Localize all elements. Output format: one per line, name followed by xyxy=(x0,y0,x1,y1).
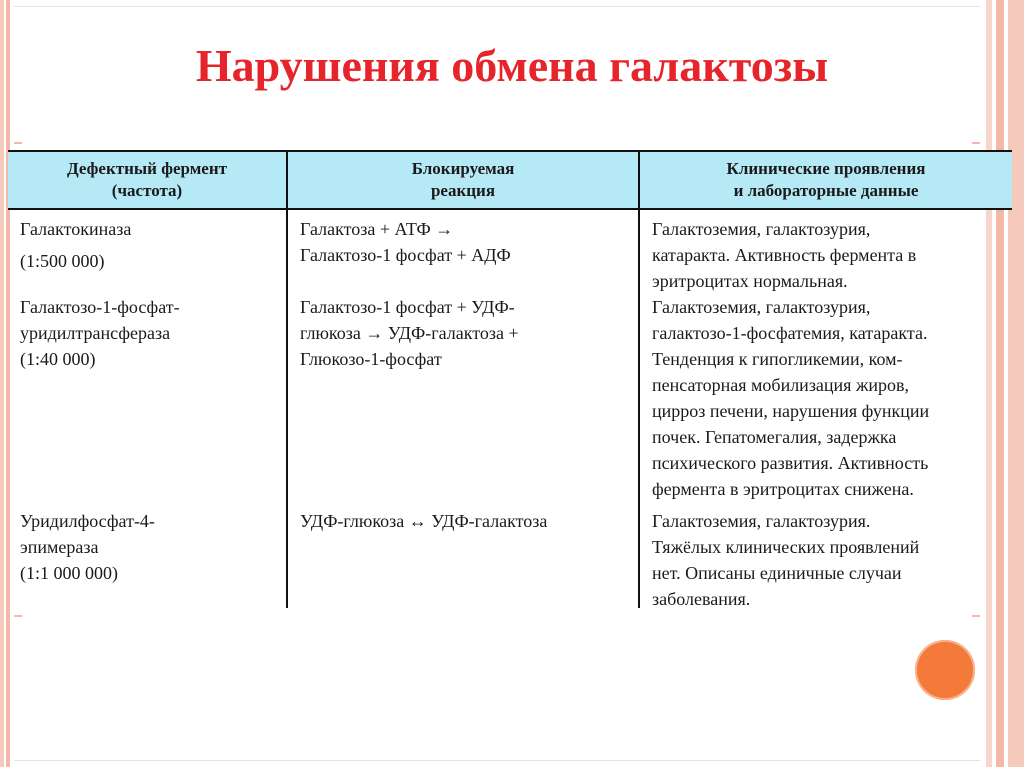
row-3-clinical xyxy=(652,508,919,612)
cell-line: Тенденция к гипогликемии, ком- xyxy=(652,349,903,369)
cell-line: уридилтрансфераза xyxy=(20,323,171,343)
decorative-orange-circle xyxy=(915,640,975,700)
header-clinical-line: Клинические проявления xyxy=(726,159,926,178)
cell-line: Галактоземия, галактозурия, xyxy=(652,219,871,239)
frame-accent-bar xyxy=(14,142,22,144)
cell-line: Галактозо-1-фосфат- xyxy=(20,297,180,317)
row-1-clinical xyxy=(652,216,916,294)
cell-line: катаракта. Активность фермента в xyxy=(652,245,917,265)
header-enzyme xyxy=(8,152,286,208)
cell-line: глюкоза → УДФ-галактоза + xyxy=(300,323,519,343)
frame-accent-bar xyxy=(14,615,22,617)
frame-accent-bar xyxy=(972,142,980,144)
table-header xyxy=(8,150,1012,210)
header-clinical xyxy=(640,152,1012,208)
header-reaction xyxy=(288,152,638,208)
row-3-reaction xyxy=(300,508,547,534)
header-reaction-line: реакция xyxy=(430,181,496,200)
header-reaction-line: Блокируемая xyxy=(411,159,515,178)
header-enzyme-line: (частота) xyxy=(111,181,183,200)
cell-line: психического развития. Активность xyxy=(652,453,929,473)
cell-line: Галактоза + АТФ → xyxy=(300,219,454,239)
cell-line: Галактозо-1 фосфат + АДФ xyxy=(300,245,511,265)
row-2-enzyme xyxy=(20,294,180,372)
frame-line-bottom xyxy=(14,760,980,761)
frame-accent-bar xyxy=(972,615,980,617)
column-divider xyxy=(638,150,640,608)
cell-line: эпимераза xyxy=(20,537,99,557)
cell-line: Галактоземия, галактозурия. xyxy=(652,511,871,531)
cell-line: заболевания. xyxy=(652,589,751,609)
cell-line: Глюкозо-1-фосфат xyxy=(300,349,442,369)
column-divider xyxy=(286,150,288,608)
header-enzyme-line: Дефектный фермент xyxy=(67,159,227,178)
galactose-disorders-table xyxy=(8,150,1012,608)
cell-line: Галактозо-1 фосфат + УДФ- xyxy=(300,297,515,317)
cell-line: почек. Гепатомегалия, задержка xyxy=(652,427,897,447)
row-1-reaction xyxy=(300,216,511,268)
cell-line: (1:1 000 000) xyxy=(20,563,118,583)
cell-line: нет. Описаны единичные случаи xyxy=(652,563,902,583)
slide-title: Нарушения обмена галактозы xyxy=(195,40,829,91)
cell-line: фермента в эритроцитах снижена. xyxy=(652,479,914,499)
frame-line-top xyxy=(14,6,980,7)
row-2-clinical xyxy=(652,294,929,502)
cell-line: Тяжёлых клинических проявлений xyxy=(652,537,920,557)
cell-line: цирроз печени, нарушения функции xyxy=(652,401,930,421)
cell-line: Уридилфосфат-4- xyxy=(20,511,155,531)
cell-line: (1:40 000) xyxy=(20,349,96,369)
cell-line: Галактоземия, галактозурия, xyxy=(652,297,871,317)
cell-line: Галактокиназа xyxy=(20,219,132,239)
cell-line: эритроцитах нормальная. xyxy=(652,271,848,291)
cell-line: галактозо-1-фосфатемия, катаракта. xyxy=(652,323,928,343)
row-2-reaction xyxy=(300,294,519,372)
row-3-enzyme xyxy=(20,508,155,586)
cell-line: (1:500 000) xyxy=(20,251,105,271)
header-clinical-line: и лабораторные данные xyxy=(733,181,919,200)
row-1-enzyme xyxy=(20,216,131,274)
cell-line: УДФ-глюкоза ↔ УДФ-галактоза xyxy=(300,511,548,531)
cell-line: пенсаторная мобилизация жиров, xyxy=(652,375,910,395)
